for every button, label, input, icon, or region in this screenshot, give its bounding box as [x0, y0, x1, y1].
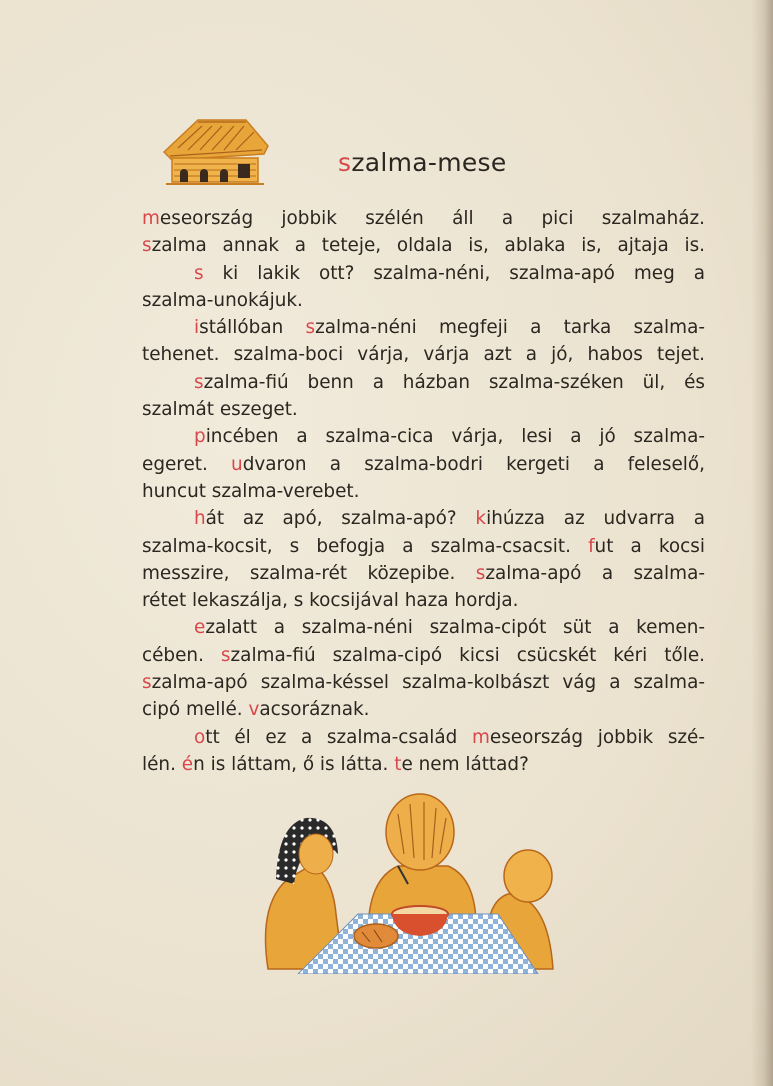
- paragraph-initial: u: [231, 453, 243, 475]
- page-spine-shadow: [751, 0, 773, 1086]
- paragraph-initial: s: [194, 262, 204, 284]
- story-line: [142, 560, 705, 587]
- paragraph-initial: p: [194, 426, 206, 448]
- paragraph-initial: f: [588, 535, 595, 557]
- story-line: [142, 451, 705, 478]
- story-line: [142, 260, 705, 287]
- story-line: [142, 505, 705, 532]
- paragraph-initial: s: [142, 672, 152, 694]
- paragraph-initial: s: [305, 317, 316, 339]
- story-line: [142, 341, 705, 368]
- text-run: zalma-néni megfeji a tarka szalma-: [315, 317, 705, 339]
- text-run: ut a kocsi: [594, 535, 705, 557]
- story-line: [142, 724, 705, 751]
- story-line: [142, 614, 705, 641]
- text-run: zalma-fiú szalma-cipó kicsi csücskét kéri tőle.: [230, 644, 705, 666]
- paragraph-initial: i: [194, 317, 200, 339]
- story-line: [142, 587, 705, 614]
- text-run: messzire, szalma-rét közepibe.: [142, 562, 476, 584]
- straw-family-dinner-icon: [258, 784, 558, 974]
- text-run: e nem láttad?: [401, 753, 529, 775]
- story-line: [142, 232, 705, 259]
- text-run: dvaron a szalma-bodri kergeti a feleselő,: [242, 453, 705, 475]
- text-run: zalma-apó szalma-késsel szalma-kolbászt vág a szalma-: [151, 672, 705, 694]
- story-line: [142, 696, 705, 723]
- paragraph-initial: s: [475, 562, 486, 584]
- story-line: [142, 396, 705, 423]
- paragraph-initial: é: [181, 753, 194, 775]
- text-run: ihúzza az udvarra a: [486, 508, 706, 530]
- story-line: [142, 205, 705, 232]
- text-run: cében.: [142, 644, 221, 666]
- story-line: [142, 533, 705, 560]
- story-line: [142, 423, 705, 450]
- story-text: [142, 205, 705, 778]
- paragraph-initial: k: [475, 508, 487, 530]
- text-run: zalatt a szalma-néni szalma-cipót süt a kemen-: [205, 617, 705, 639]
- paragraph-initial: o: [194, 726, 206, 748]
- straw-house-icon: [158, 112, 270, 186]
- story-line: [142, 287, 705, 314]
- text-run: zalma-fiú benn a házban szalma-széken ül, és: [203, 371, 705, 393]
- story-line: [142, 642, 705, 669]
- story-line: [142, 751, 705, 778]
- story-line: [142, 478, 705, 505]
- paragraph-initial: m: [471, 726, 490, 748]
- text-run: acsoráznak.: [259, 699, 370, 721]
- text-run: ki lakik ott? szalma-néni, szalma-apó meg a: [203, 262, 705, 284]
- paragraph-initial: v: [248, 699, 260, 721]
- paragraph-initial: e: [194, 617, 206, 639]
- text-run: stállóban: [199, 317, 306, 339]
- text-run: lén.: [142, 753, 182, 775]
- story-line: [142, 669, 705, 696]
- paragraph-initial: h: [194, 508, 206, 530]
- text-run: huncut szalma-verebet.: [142, 480, 360, 502]
- text-run: eseország jobbik szélén áll a pici szalmaház.: [159, 208, 705, 229]
- text-run: szalma-kocsit, s befogja a szalma-csacsit.: [142, 535, 589, 557]
- paragraph-initial: s: [194, 371, 204, 393]
- text-run: zalma-apó a szalma-: [485, 562, 705, 584]
- text-run: tehenet. szalma-boci várja, várja azt a jó, habos tejet.: [142, 344, 705, 366]
- text-run: egeret.: [142, 453, 232, 475]
- paragraph-initial: s: [142, 235, 152, 257]
- text-run: szalma-unokájuk.: [142, 289, 303, 311]
- text-run: szalmát eszeget.: [142, 399, 298, 421]
- story-line: [142, 314, 705, 341]
- text-run: eseország jobbik szé-: [489, 726, 706, 748]
- text-run: n is láttam, ő is látta.: [193, 753, 395, 775]
- text-run: zalma annak a teteje, oldala is, ablaka is, ajtaja is.: [151, 235, 705, 257]
- text-run: át az apó, szalma-apó?: [205, 508, 476, 530]
- title-rest: zalma-mese: [351, 148, 507, 177]
- paragraph-initial: t: [394, 753, 402, 775]
- text-run: rétet lekaszálja, s kocsijával haza hordja.: [142, 590, 519, 612]
- paragraph-initial: m: [142, 208, 160, 229]
- paragraph-initial: s: [220, 644, 231, 666]
- text-run: tt él ez a szalma-család: [205, 726, 472, 748]
- title-initial: s: [338, 148, 352, 177]
- text-run: cipó mellé.: [142, 699, 249, 721]
- story-line: [142, 369, 705, 396]
- story-title: [338, 148, 507, 177]
- text-run: incében a szalma-cica várja, lesi a jó szalma-: [205, 426, 705, 448]
